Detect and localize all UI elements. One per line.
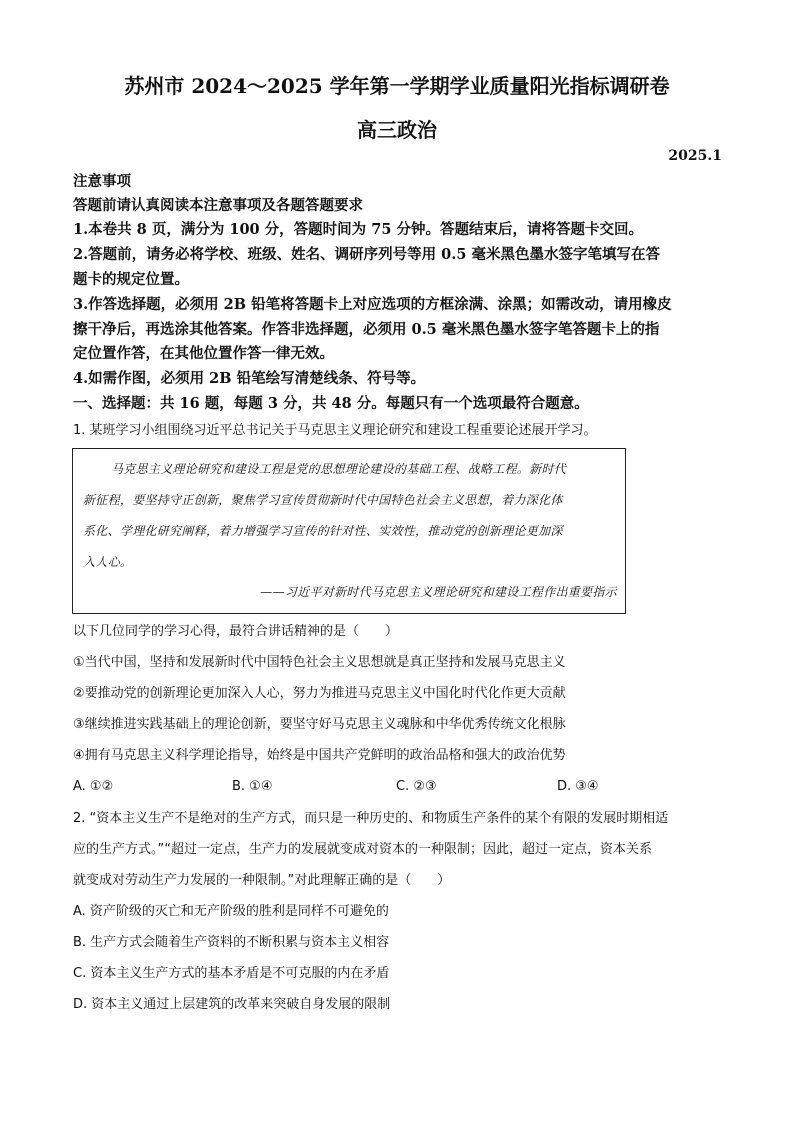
quote-line: 马克思主义理论研究和建设工程是党的思想理论建设的基础工程、战略工程。新时代 (111, 462, 567, 476)
page-title: 苏州市 2024～2025 学年第一学期学业质量阳光指标调研卷 (124, 74, 670, 98)
notice-heading: 注意事项 (73, 173, 131, 190)
notice-line: 题卡的规定位置。 (73, 271, 189, 288)
option-a: A. ①② (73, 779, 114, 794)
option-b: B. ①④ (232, 779, 273, 794)
option-c: C. ②③ (396, 779, 437, 794)
option-d: D. ③④ (557, 779, 599, 794)
statement: ①当代中国，坚持和发展新时代中国特色社会主义思想就是真正坚持和发展马克思主义 (73, 655, 566, 670)
quote-line: 系化、学理化研究阐释，着力增强学习宣传的针对性、实效性，推动党的创新理论更加深 (83, 524, 563, 538)
quote-line: 入人心。 (83, 555, 133, 569)
question-stem: 应的生产方式。”“超过一定点，生产力的发展就变成对资本的一种限制；因此，超过一定点，资本关系 (73, 842, 652, 857)
exam-date: 2025.1 (668, 148, 722, 164)
notice-line: 定位置作答，在其他位置作答一律无效。 (73, 345, 334, 362)
section-heading: 一、选择题：共 16 题，每题 3 分，共 48 分。每题只有一个选项最符合题意。 (73, 395, 589, 412)
notice-line: 2.答题前，请务必将学校、班级、姓名、调研序列号等用 0.5 毫米黑色墨水签字笔填写在答 (73, 246, 660, 263)
quote-box (72, 448, 626, 614)
notice-line: 3.作答选择题，必须用 2B 铅笔将答题卡上对应选项的方框涂满、涂黑；如需改动，请用橡皮 (73, 296, 672, 313)
question-stem: 就变成对劳动生产力发展的一种限制。”对此理解正确的是（ ） (73, 873, 451, 888)
notice-intro: 答题前请认真阅读本注意事项及各题答题要求 (73, 197, 363, 214)
notice-line: 4.如需作图，必须用 2B 铅笔绘写清楚线条、符号等。 (73, 370, 426, 387)
statement: ②要推动党的创新理论更加深入人心，努力为推进马克思主义中国化时代化作更大贡献 (73, 686, 566, 701)
question-stem: 2. “资本主义生产不是绝对的生产方式，而只是一种历史的、和物质生产条件的某个有限的发展时期相适 (73, 811, 669, 826)
option-b: B. 生产方式会随着生产资料的不断积累与资本主义相容 (73, 935, 390, 950)
option-d: D. 资本主义通过上层建筑的改革来突破自身发展的限制 (73, 997, 391, 1012)
notice-line: 1.本卷共 8 页，满分为 100 分，答题时间为 75 分钟。答题结束后，请将答题卡交回。 (73, 221, 643, 238)
statement: ④拥有马克思主义科学理论指导，始终是中国共产党鲜明的政治品格和强大的政治优势 (73, 748, 566, 763)
option-c: C. 资本主义生产方式的基本矛盾是不可克服的内在矛盾 (73, 966, 390, 981)
question-ask: 以下几位同学的学习心得，最符合讲话精神的是（ ） (73, 624, 399, 639)
notice-line: 擦干净后，再选涂其他答案。作答非选择题，必须用 0.5 毫米黑色墨水签字笔答题卡上的指 (73, 321, 660, 338)
question-stem: 1. 某班学习小组围绕习近平总书记关于马克思主义理论研究和建设工程重要论述展开学习。 (73, 423, 597, 438)
statement: ③继续推进实践基础上的理论创新，要坚守好马克思主义魂脉和中华优秀传统文化根脉 (73, 717, 566, 732)
quote-source: ——习近平对新时代马克思主义理论研究和建设工程作出重要指示 (260, 585, 617, 599)
quote-line: 新征程，要坚持守正创新，聚焦学习宣传贯彻新时代中国特色社会主义思想，着力深化体 (83, 493, 563, 507)
page-subtitle: 高三政治 (357, 118, 437, 142)
option-a: A. 资产阶级的灭亡和无产阶级的胜利是同样不可避免的 (73, 904, 389, 919)
